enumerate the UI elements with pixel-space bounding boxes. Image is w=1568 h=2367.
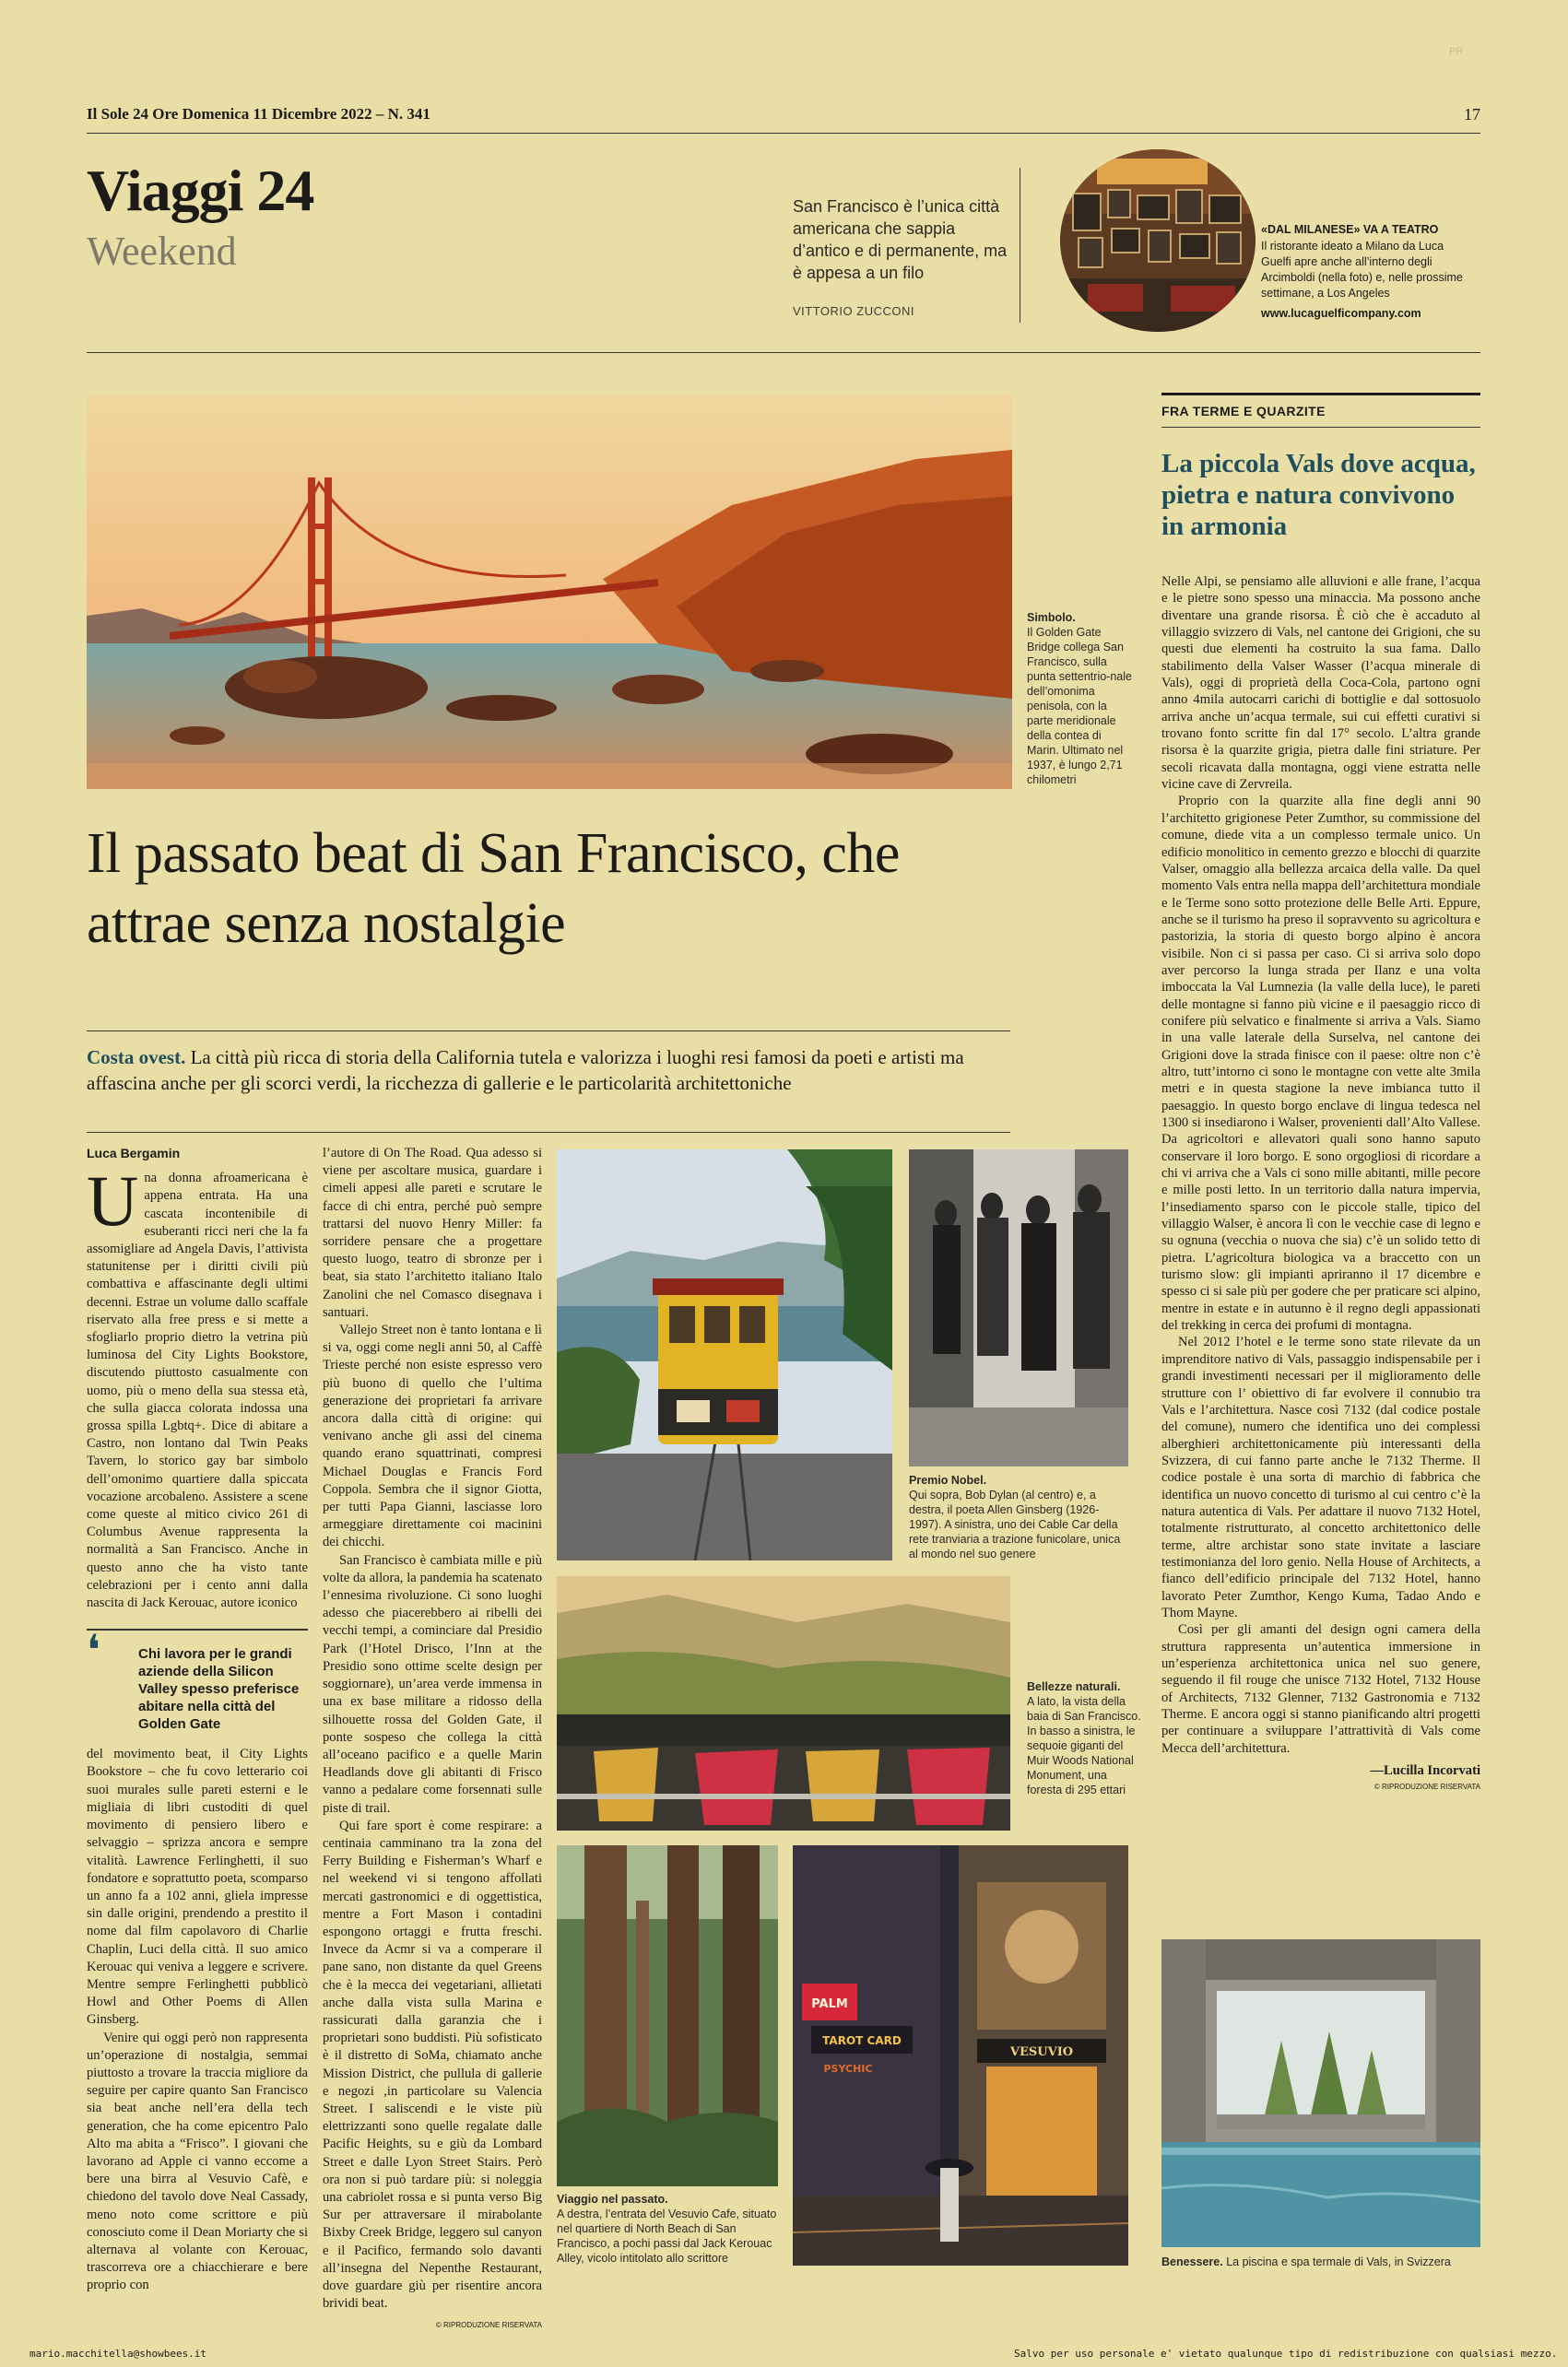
teaser-author: VITTORIO ZUCCONI <box>793 304 914 318</box>
col2-paragraph-d: Qui fare sport è come respirare: a centinaia camminano tra la zona del Ferry Building e Fisherman’s Wharf e nel weekend vi si tengono affollati mercati gastronomici e di oggettistica, mentre a Fort Mason i contadini espongono ortaggi e frutta freschi. Invece da Acmr si va a comperare il pane sano, non distante da quel Greens che è la mecca dei vegetariani, allietati anche dalla vista sulla Marina e rassicurati dalla garanzia che i proprietari sono buddisti. Più sofisticato è il distretto di SoMa, chiamato anche Mission District, che pullula di gallerie e negozi ,in particolare su Valencia Street. I saliscendi e le viste più elettrizzanti sono quelle regalate dalle Pacific Heights, su e giù da Lombard Street e dalle Lyon Street Stairs. Però ora non si può tardare più: si noleggia una cabriolet rossa e si punta verso Big Sur per attraversare il mirabolante Bixby Creek Bridge, leggero sul canyon e il Pacifico, fermando solo davanti all’insegna del Nepenthe Restaurant, dove guardare giù per risentire ancora brividi beat. <box>323 1818 542 2312</box>
col1-paragraph-a: na donna afroamericana è appena entrata. Ha una cascata incontenibile di esuberanti ricci neri che la fa assomigliare ad Angela Davis, l’attivista statunitense per i diritti civili più combattiva e affascinante degli ultimi decenni. Estrae un volume dallo scaffale riservato alla free press e si mette a sfogliarlo proprio dietro la vetrina più luminosa del City Lights Bookstore, discutendo piuttosto casualmente con uomo, più o meno della sua stessa età, che sulla giacca colorata indossa una grossa spilla Lgbtq+. Dice di abitare a Castro, non lontano dal Twin Peaks Tavern, lo storico gay bar simbolo dell’omonimo quartiere dalla spiccata vocazione arcobaleno. Assistere a scene come queste al mitico civico 261 di Columbus Avenue rappresenta la normalità a San Francisco. Anche in questo anno che ha visto tante celebrazioni per i cento anni dalla nascita di Jack Kerouac, autore iconico <box>87 1171 308 1611</box>
sidebar-kicker: FRA TERME E QUARZITE <box>1161 404 1326 418</box>
section-subtitle: Weekend <box>87 229 237 274</box>
bay-chairs-photo <box>557 1576 1010 1831</box>
dek <box>87 1044 1018 1096</box>
vals-caption-bold: Benessere. <box>1161 2255 1223 2268</box>
sidebar-kicker-rule <box>1161 427 1480 428</box>
main-headline: Il passato beat di San Francisco, che attrae senza nostalgie <box>87 822 900 955</box>
col2-paragraph-c: San Francisco è cambiata mille e più volte da allora, la pandemia ha scatenato l’ennesima rivoluzione. Ci sono luoghi adesso che piacerebbero ai ribelli dei vecchi tempi, a cominciare dal Presidio Park (l’Hotel Drisco, l’Inn at the Presidio sono ottime scelte design per soggiornare), un’area verde immensa in una ex base militare a ridosso della silhouette rossa del Golden Gate, il ponte sospeso che collega la città all’oceano pacifico e a quelle Marin Headlands dove gli abitanti di Frisco vanno a pedalare come forsennati sulle piste di trail. <box>323 1552 542 1816</box>
dek-text: La città più ricca di storia della California tutela e valorizza i luoghi resi famosi da poeti e artisti ma affascina anche per gli scorci verdi, la ricchezza di gallerie e le particolarità architettoniche <box>87 1046 964 1094</box>
article-column-1 <box>87 1145 308 2295</box>
vals-caption <box>1161 2255 1480 2269</box>
sidebar-top-rule <box>1161 393 1480 395</box>
vesuvio-caption <box>557 2192 778 2266</box>
vals-caption-text: La piscina e spa termale di Vals, in Svizzera <box>1226 2255 1451 2268</box>
sidebar-paragraph-2: Proprio con la quarzite alla fine degli anni 90 l’architetto grigionese Peter Zumthor, su commissione del comune, diede vita a un complesso termale unico. Un edificio monolitico in cemento grezzo e blocchi di quarzite Valser, omaggio alla bellezza arcaica della valle. Da quel momento Vals entra nella mappa dell’architettura mondiale e le Terme sono sotto protezione delle Belle Arti. Eppure, anche se il turismo ha preso il sopravvento su agricoltura e pastorizia, la storia di questo borgo alpino è ancora visibile. Non ci si passa per caso. Ci si arriva solo dopo aver percorso la lunga strada per Ilanz e una volta imboccata la Val Lumnezia (la valle della luce), le pareti delle montagne si fanno più vicine e il paesaggio ricco di conifere più selvatico e finalmente si arriva a Vals. Siamo in una valle laterale della Surselva, nel cantone dei Grigioni dove la strada finisce con il paese: oltre non c’è altro, tutt’intorno ci sono le montagne con vette alte 3mila metri e in questa stagione la neve imbianca tutto il paesaggio. In questo borgo enclave di lingua tedesca nel 1300 si insediarono i Walser, provenienti dall’Alto Vallese. Da agricoltori e allevatori quali sono hanno saputo conservare il loro borgo. E sono orgogliosi di ricordare a chi vi arriva che a Vals ci sono mille abitanti, mille pecore e mille posti letto. In un territorio dalla natura impervia, l’insediamento sparso con le piccole stalle, tipico del villaggio Walser, è ancora lì con le vecchie case di legno e su ognuna (vecchia o nuova che sia) c’è un solido tetto di pietra. L’agricoltura biologica va a braccetto con un turismo slow: gli impianti apriranno il 17 dicembre e spesso ci si sale più per godere che per praticare sci alpino, mentre in estate e in autunno è il regno degli appassionati del trekking in cerca dei profumi di montagna. <box>1161 794 1480 1334</box>
footer-email: mario.macchitella@showbees.it <box>29 2348 207 2360</box>
article-column-2 <box>323 1145 542 2335</box>
sequoia-photo <box>557 1845 778 2186</box>
bridge-caption-bold: Simbolo. <box>1027 611 1076 624</box>
sign-palm: PALM <box>811 1997 848 2011</box>
sign-cafe: VESUVIO <box>1009 2045 1074 2059</box>
col1-paragraph-c: Venire qui oggi però non rappresenta un’operazione di nostalgia, semmai piuttosto a trovare la traccia migliore da seguire per capire quanto San Francisco sia beat anche nell’era della tech generation, che ha come epicentro Palo Alto ma abita a “Frisco”. I giovani che lavorano ad Apple ci vanno eccome a bere una birra al Vesuvio Cafè, e chiedono del tavolo dove Neal Cassady, meno noto come scrittore e più conosciuto come il Dean Moriarty che si alternava al volante con Kerouac, trascorreva ore a chiacchierare e bere proprio con <box>87 2030 308 2293</box>
sidebar-body <box>1161 573 1480 1796</box>
masthead-rule <box>87 133 1480 134</box>
vesuvio-caption-text: A destra, l’entrata del Vesuvio Cafe, situato nel quartiere di North Beach di San Francisco, a pochi passi dal Jack Kerouac Alley, vicolo intitolato allo scrittore <box>557 2208 777 2265</box>
promo-url: www.lucaguelficompany.com <box>1261 307 1421 320</box>
cable-car-photo <box>557 1149 892 1560</box>
sign-tarot: TAROT CARD <box>822 2034 902 2047</box>
article-copyright: © RIPRODUZIONE RISERVATA <box>435 2321 542 2330</box>
pullquote <box>87 1629 308 1733</box>
promo-kicker: «DAL MILANESE» VA A TEATRO <box>1261 223 1439 236</box>
masthead-dateline: Il Sole 24 Ore Domenica 11 Dicembre 2022 – N. 341 <box>87 105 430 123</box>
section-title: Viaggi 24 <box>87 158 314 223</box>
sidebar-headline: La piccola Vals dove acqua, pietra e natura convivono in armonia <box>1161 449 1476 541</box>
bay-caption-bold: Bellezze naturali. <box>1027 1680 1121 1693</box>
dek-kicker: Costa ovest. <box>87 1046 186 1068</box>
dek-bottom-rule <box>87 1132 1010 1133</box>
dek-top-rule <box>87 1030 1010 1031</box>
dylan-caption <box>909 1473 1130 1561</box>
footer-notice: Salvo per uso personale e' vietato qualunque tipo di redistribuzione con qualsiasi mezzo. <box>1014 2348 1558 2360</box>
header-bottom-rule <box>87 352 1480 353</box>
bay-caption <box>1027 1679 1145 1797</box>
bridge-caption-text: Il Golden Gate Bridge collega San Francisco, sulla punta settentrio-nale dell’omonima penisola, con la parte meridionale della contea di Marin. Ultimato nel 1937, è lungo 2,71 chilometri <box>1027 626 1132 786</box>
promo-text: Il ristorante ideato a Milano da Luca Guelfi apre anche all’interno degli Arcimboldi (nella foto) e, nelle prossime settimane, a Los Angeles <box>1261 240 1463 300</box>
page-number: 17 <box>1464 105 1480 124</box>
dylan-ginsberg-photo <box>909 1149 1128 1466</box>
corner-mark: PR <box>1449 46 1464 57</box>
dylan-caption-bold: Premio Nobel. <box>909 1474 987 1487</box>
sidebar-paragraph-1: Nelle Alpi, se pensiamo alle alluvioni e alle frane, l’acqua e le pietre sono spesso una minaccia. Ma possono anche diventare una grande risorsa. È ciò che è accaduto al villaggio svizzero di Vals, nel cantone dei Grigioni, che su questi due elementi ha costruito la sua fama. Dallo stabilimento della Valser Wasser (l’acqua minerale di Vals), oggi di proprietà della Coca-Cola, partono ogni anno 4mila autocarri carichi di bottiglie e dal sottosuolo arriva anche un’acqua termale, sui cui effetti curativi si trovano fonto scritte fin dal 17° secolo. L’altra grande risorsa è la quarzite grigia, pietra dalle fini striature. Per secoli ricavata dalla montagna, oggi viene estratta nelle vicine cave di Zervreila. <box>1161 574 1480 793</box>
vesuvio-caption-bold: Viaggio nel passato. <box>557 2193 668 2206</box>
pullquote-text: Chi lavora per le grandi aziende della Silicon Valley spesso preferisce abitare nella città del Golden Gate <box>138 1646 300 1733</box>
golden-gate-photo <box>87 394 1012 789</box>
vesuvio-street-photo <box>793 1845 1128 2266</box>
bay-caption-text: A lato, la vista della baia di San Francisco. In basso a sinistra, le sequoie giganti del Muir Woods National Monument, una foresta di 295 ettari <box>1027 1695 1141 1796</box>
teaser-text: San Francisco è l’unica città americana che sappia d’antico e di permanente, ma è appesa a un filo <box>793 197 1008 282</box>
promo-photo <box>1060 149 1256 332</box>
col2-paragraph-b: Vallejo Street non è tanto lontana e lì si va, oggi come negli anni 50, al Caffè Trieste perché non esiste espresso vero più buono di quello che l’ultima generazione dei proprietari fa arrivare ancora dalla città di origine: qui venivano anche gli assi del cinema quando erano squattrinati, compresi Michael Douglas e Francis Ford Coppola. Sembra che il signor Giotta, per tutti Papa Gianni, lasciasse loro armeggiare direttamente coi macinini dei chicchi. <box>323 1323 542 1550</box>
col2-paragraph-a: l’autore di On The Road. Qua adesso si viene per ascoltare musica, guardare i cimeli appesi alle pareti e scrutare le facce di chi entra, perché può sempre trattarsi del nuovo Henry Miller: fa sorridere pensare che a progettare questo luogo, teatro di sbronze per i beat, sia stato l’architetto italiano Italo Zanolini che nel Comasco disegnava i santuari. <box>323 1146 542 1320</box>
sidebar-author: —Lucilla Incorvati <box>1370 1763 1480 1779</box>
drop-cap: U <box>87 1160 139 1242</box>
bridge-caption <box>1027 610 1136 787</box>
sign-psychic: PSYCHIC <box>823 2063 873 2075</box>
dylan-caption-text: Qui sopra, Bob Dylan (al centro) e, a destra, il poeta Allen Ginsberg (1926-1997). A sinistra, uno dei Cable Car della rete tranviaria a trazione funicolare, unica al mondo nel suo genere <box>909 1489 1121 1560</box>
sidebar-paragraph-4: Così per gli amanti del design ogni camera della struttura rappresenta un’autentica immersione in un’esperienza architettonica unica nel suo genere, seguendo il fil rouge che unisce 7132 Hotel, 7132 House of Architects, 7132 Glenner, 7132 Gastronomia e 7132 Therme. E ancora oggi si stanno pianificando altri progetti per continuare a sviluppare l’attrattività di Vals come Mecca dell’architettura. <box>1161 1622 1480 1756</box>
sidebar-paragraph-3: Nel 2012 l’hotel e le terme sono state rilevate da un imprenditore nativo di Vals, passaggio indispensabile per i grandi investimenti necessari per il miglioramento delle strutture con l’ obiettivo di far evolvere il connubio tra Vals e l’architettura. Nasce così 7132 (dal codice postale del comune), numero che identifica uno dei complessi alberghieri architettonicamente più interessanti della Svizzera, di cui fanno parte anche le 7132 Therme. Il codice postale è una sorta di marchio di fabbrica che identifica un nuovo concetto di turismo al cui centro c’è la natura autentica di Vals. Per adattare il nuovo 7132 Hotel, totalmente ristrutturato, al concetto architettonico delle terme, altre archistar sono state invitate a lasciare testimonianza del loro genio. Nella House of Architects, a fianco dell’edificio principale del 7132 Hotel, hanno lavorato Peter Zumthor, Kengo Kuma, Tadao Ando e Thom Mayne. <box>1161 1335 1480 1620</box>
vals-spa-photo <box>1161 1939 1480 2247</box>
article-author: Luca Bergamin <box>87 1146 181 1160</box>
sidebar-copyright: © RIPRODUZIONE RISERVATA <box>1373 1783 1480 1792</box>
quote-mark-icon: ❛ <box>87 1627 100 1675</box>
col1-paragraph-b: del movimento beat, il City Lights Bookstore – che fu covo letterario coi suoi murales sulle pareti esterni e le migliaia di libri custoditi di quel movimento di pensiero libero e selvaggio – sprizza ancora e sempre vitalità. Lawrence Ferlinghetti, il suo fondatore e soprattutto poeta, scomparso un anno fa a 102 anni, gliela impresse sin dalle origini, prendendo a prestito il nome dal film capolavoro di Charlie Chaplin, Luci della città. Il suo amico Kerouac qui veniva a leggere e scrivere. Mentre sempre Ferlinghetti pubblicò Howl and Other Poems di Allen Ginsberg. <box>87 1747 308 2028</box>
